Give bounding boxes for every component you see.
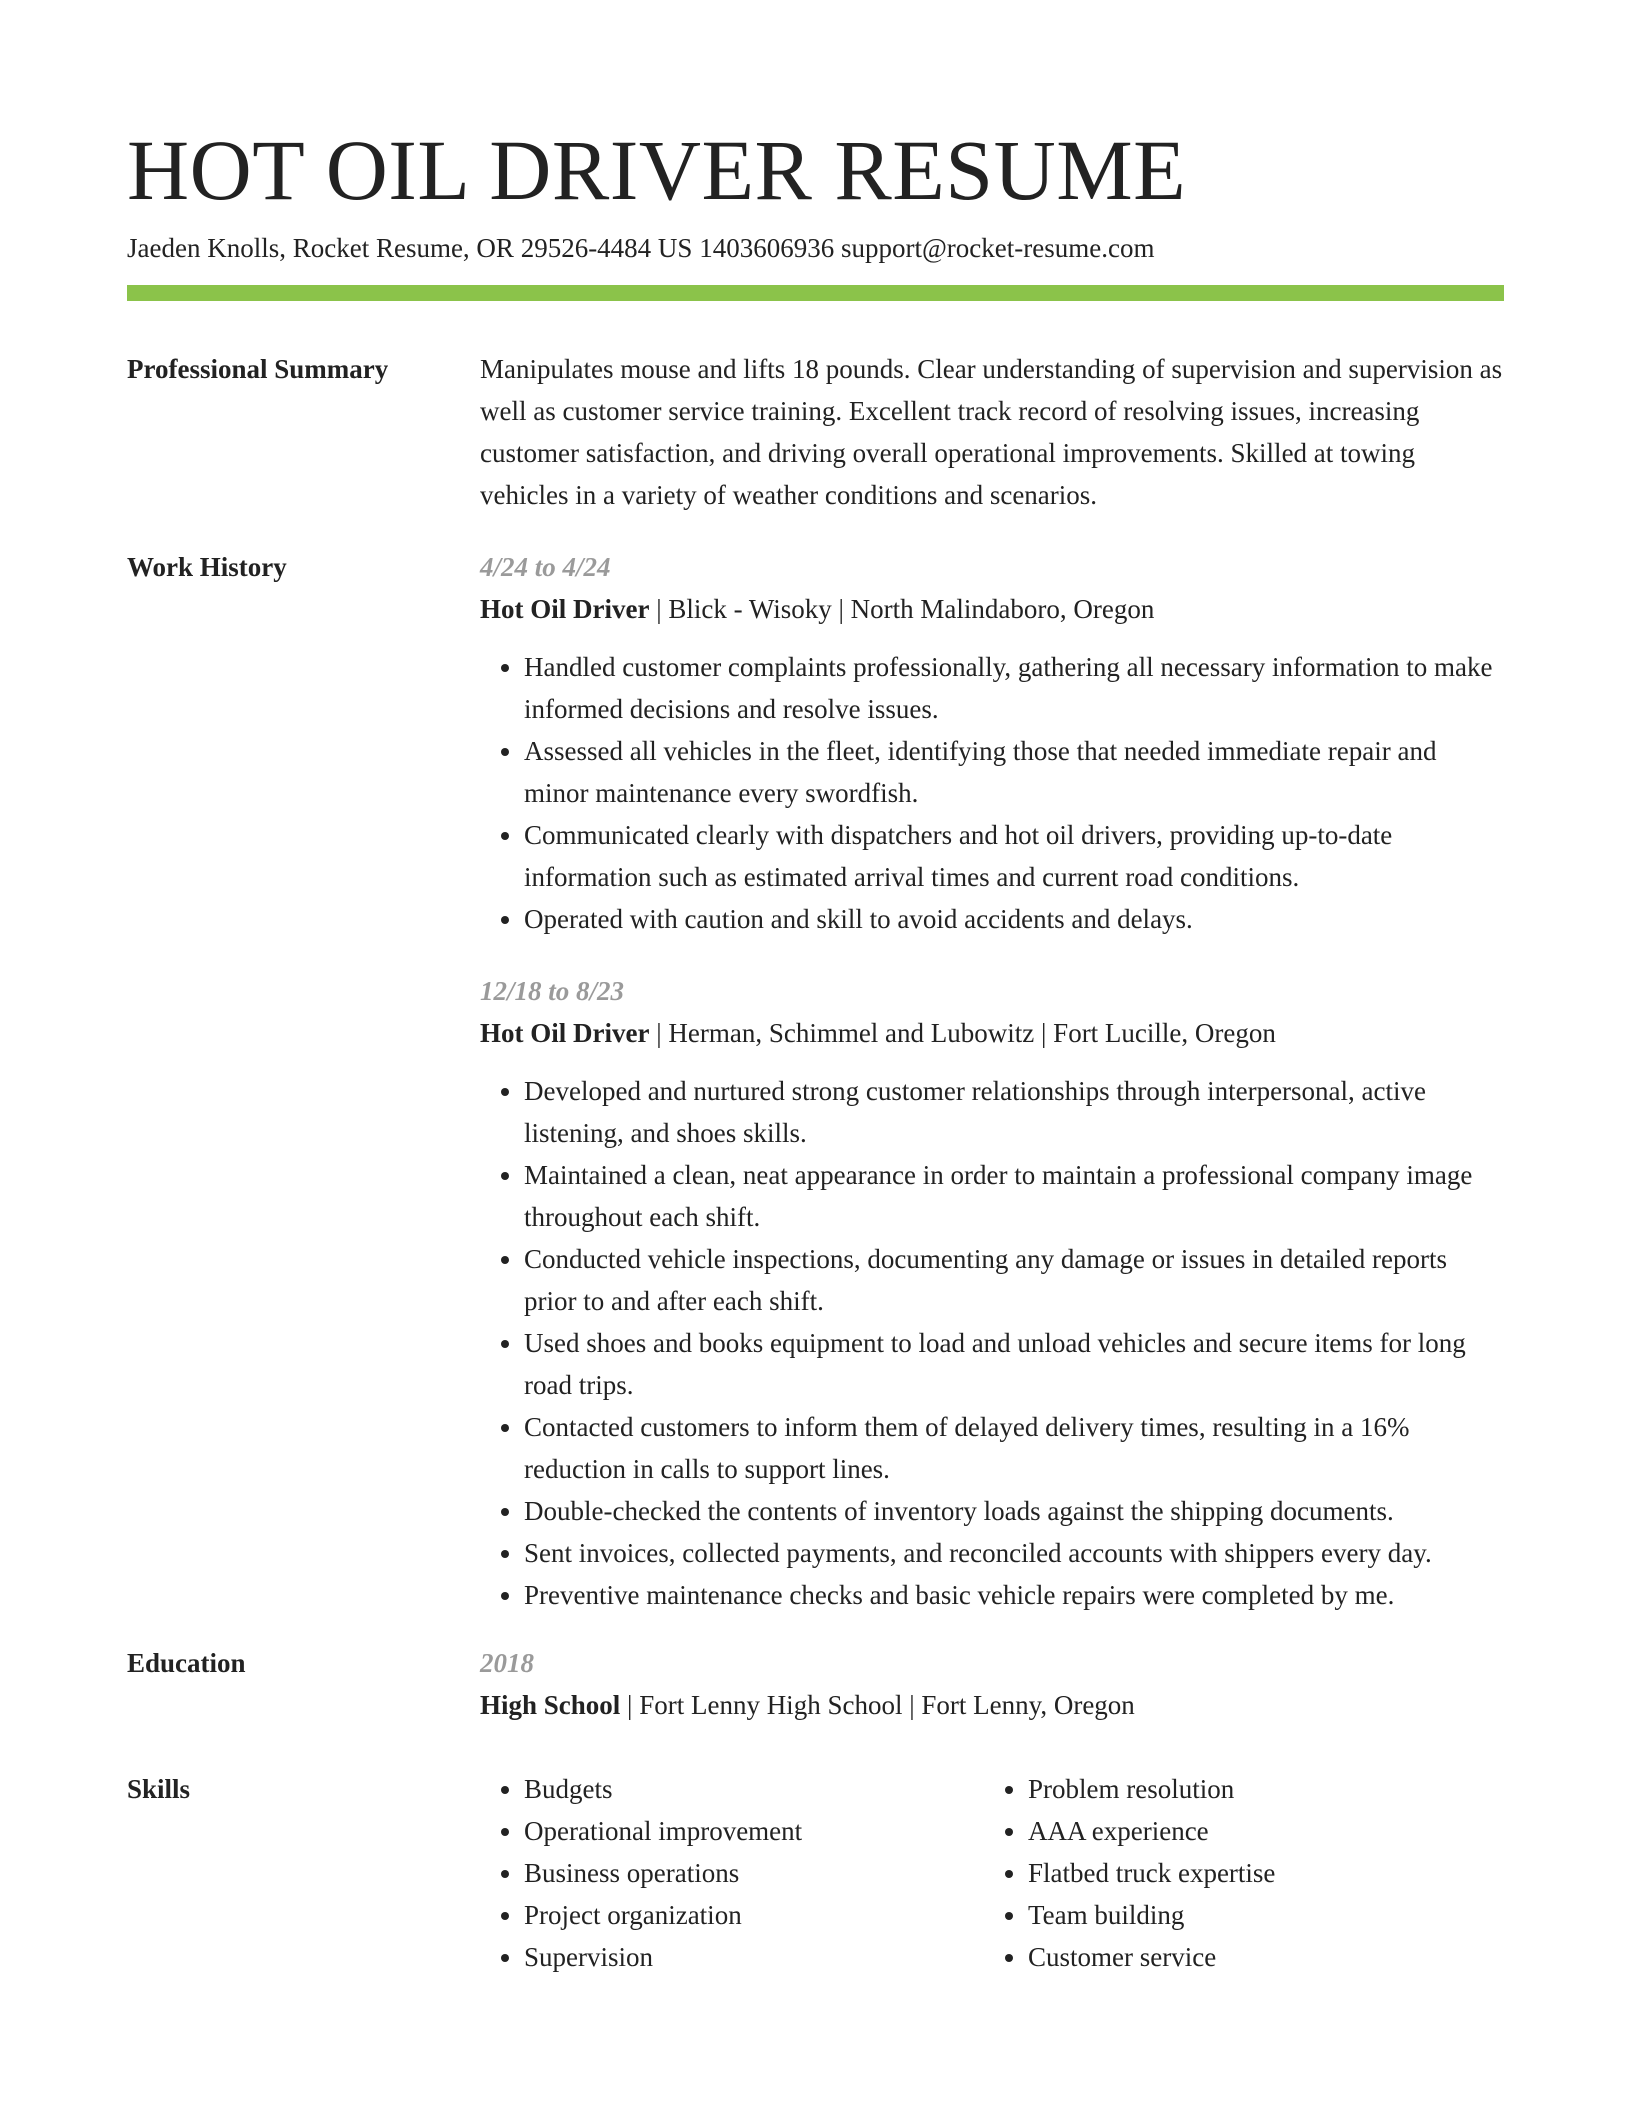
job-bullets <box>480 646 1504 940</box>
education-year: 2018 <box>480 1648 534 1678</box>
education-heading: Education <box>127 1648 246 1678</box>
skill-item: • Team building <box>1028 1894 1488 1936</box>
job-bullet: • Developed and nurtured strong customer relationships through interpersonal, active listening, and shoes skills. <box>524 1070 1504 1154</box>
contact-line: Jaeden Knolls, Rocket Resume, OR 29526-4484 US 1403606936 support@rocket-resume.com <box>127 233 1155 263</box>
education-line <box>480 1684 1504 1726</box>
job-bullet: • Communicated clearly with dispatchers and hot oil drivers, providing up-to-date information such as estimated arrival times and current road conditions. <box>524 814 1504 898</box>
skills-column-right <box>984 1768 1488 1978</box>
job-entry <box>480 546 1504 940</box>
summary-text: Manipulates mouse and lifts 18 pounds. Clear understanding of supervision and supervision as well as customer service training. Excellent track record of resolving issues, increasing customer satisfaction, and driving overall operational improvements. Skilled at towing vehicles in a variety of weather conditions and scenarios. <box>480 354 1503 510</box>
job-bullet: • Conducted vehicle inspections, documenting any damage or issues in detailed reports prior to and after each shift. <box>524 1238 1504 1322</box>
skill-item: • Project organization <box>524 1894 984 1936</box>
skill-item: • Customer service <box>1028 1936 1488 1978</box>
job-dates: 12/18 to 8/23 <box>480 976 625 1006</box>
skill-item: • Business operations <box>524 1852 984 1894</box>
header-divider <box>127 285 1504 301</box>
summary-heading: Professional Summary <box>127 354 389 384</box>
job-heading <box>480 1012 1504 1054</box>
skill-item: • Supervision <box>524 1936 984 1978</box>
job-employer: | Herman, Schimmel and Lubowitz | Fort Lucille, Oregon <box>649 1018 1276 1048</box>
job-bullet: • Double-checked the contents of inventory loads against the shipping documents. <box>524 1490 1504 1532</box>
skills-column-left <box>480 1768 984 1978</box>
job-bullet: • Contacted customers to inform them of delayed delivery times, resulting in a 16% reduction in calls to support lines. <box>524 1406 1504 1490</box>
job-bullet: • Handled customer complaints professionally, gathering all necessary information to make informed decisions and resolve issues. <box>524 646 1504 730</box>
job-bullet: • Sent invoices, collected payments, and reconciled accounts with shippers every day. <box>524 1532 1504 1574</box>
resume-title: HOT OIL DRIVER RESUME <box>127 122 1187 218</box>
job-entry <box>480 970 1504 1616</box>
job-bullet: • Operated with caution and skill to avoid accidents and delays. <box>524 898 1504 940</box>
skill-item: • AAA experience <box>1028 1810 1488 1852</box>
skill-item: • Flatbed truck expertise <box>1028 1852 1488 1894</box>
job-bullet: • Used shoes and books equipment to load and unload vehicles and secure items for long road trips. <box>524 1322 1504 1406</box>
skill-item: • Budgets <box>524 1768 984 1810</box>
skill-item: • Problem resolution <box>1028 1768 1488 1810</box>
job-employer: | Blick - Wisoky | North Malindaboro, Oregon <box>649 594 1155 624</box>
skill-item: • Operational improvement <box>524 1810 984 1852</box>
job-title: Hot Oil Driver <box>480 594 650 624</box>
education-degree: High School <box>480 1690 621 1720</box>
job-bullet: • Maintained a clean, neat appearance in order to maintain a professional company image throughout each shift. <box>524 1154 1504 1238</box>
education-school: | Fort Lenny High School | Fort Lenny, Oregon <box>620 1690 1135 1720</box>
job-title: Hot Oil Driver <box>480 1018 650 1048</box>
skills-heading: Skills <box>127 1774 191 1804</box>
job-bullet: • Preventive maintenance checks and basic vehicle repairs were completed by me. <box>524 1574 1504 1616</box>
job-dates: 4/24 to 4/24 <box>480 552 611 582</box>
job-bullets <box>480 1070 1504 1616</box>
job-bullet: • Assessed all vehicles in the fleet, identifying those that needed immediate repair and minor maintenance every swordfish. <box>524 730 1504 814</box>
work-history-heading: Work History <box>127 552 287 582</box>
job-heading <box>480 588 1504 630</box>
